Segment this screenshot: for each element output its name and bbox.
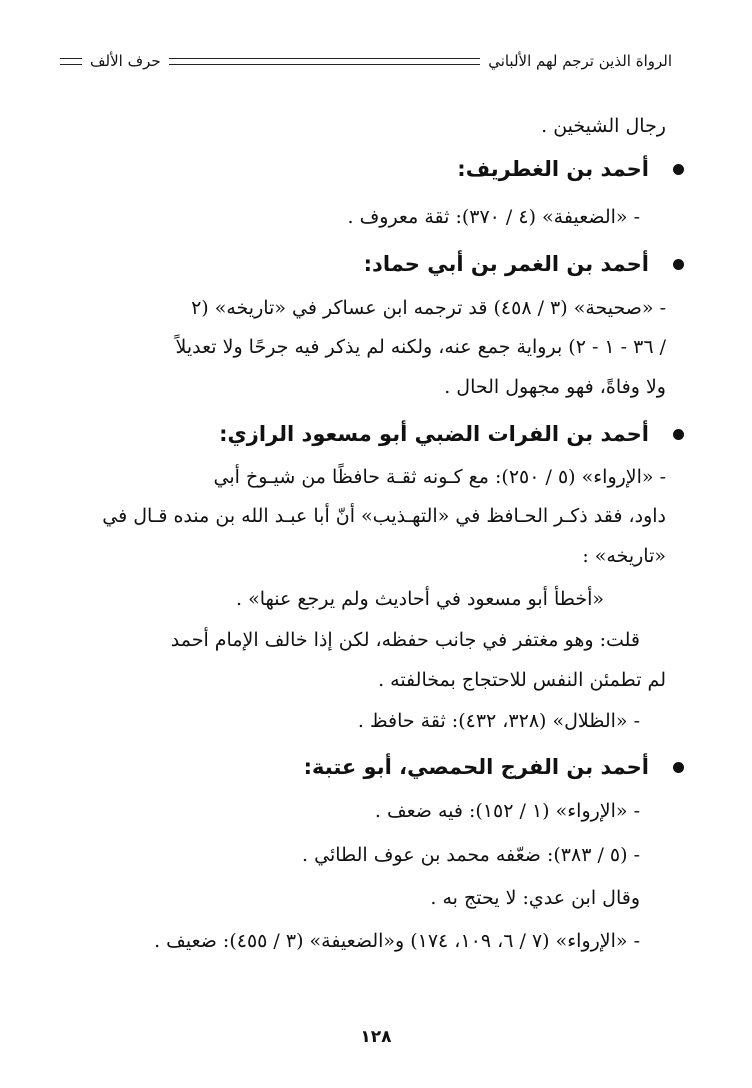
text-line: - «صحيحة» (٣ / ٤٥٨) قد ترجمه ابن عساكر في «تاريخه» (٢ — [191, 297, 666, 319]
entry-heading — [457, 157, 668, 181]
running-header — [60, 48, 672, 74]
text-line: - «الضعيفة» (٤ / ٣٧٠): ثقة معروف . — [347, 206, 640, 228]
text-line: / ٣٦ - ١ - ٢) برواية جمع عنه، ولكنه لم يذكر فيه جرحًا ولا تعديلاً — [175, 336, 666, 358]
entry-heading — [219, 422, 668, 446]
entry-heading-text: أحمد بن الغطريف: — [457, 157, 649, 181]
header-rule-end — [60, 58, 82, 65]
bullet-icon — [673, 259, 684, 270]
text-line: «أخطأ أبو مسعود في أحاديث ولم يرجع عنها» . — [236, 588, 604, 610]
bullet-icon — [673, 429, 684, 440]
text-line: قلت: وهو مغتفر في جانب حفظه، لكن إذا خالف الإمام أحمد — [170, 629, 640, 651]
text-line: «تاريخه» : — [582, 545, 666, 567]
text-line: لم تطمئن النفس للاحتجاج بمخالفته . — [378, 669, 666, 691]
text-line: - (٥ / ٣٨٣): ضعّفه محمد بن عوف الطائي . — [302, 844, 640, 866]
entry-heading — [304, 755, 668, 779]
text-line: - «الظلال» (٣٢٨، ٤٣٢): ثقة حافظ . — [357, 710, 640, 732]
bullet-icon — [673, 762, 684, 773]
entry-heading — [364, 252, 668, 276]
bullet-icon — [673, 164, 684, 175]
text-line: داود، فقد ذكـر الحـافظ في «التهـذيب» أنّ أبا عبـد الله بن منده قـال في — [102, 505, 666, 527]
text-line: وقال ابن عدي: لا يحتج به . — [430, 887, 640, 909]
header-left-title: حرف الألف — [90, 52, 161, 70]
text-line: رجال الشيخين . — [541, 115, 666, 137]
text-line: ولا وفاةً، فهو مجهول الحال . — [444, 376, 666, 398]
entry-heading-text: أحمد بن الغمر بن أبي حماد: — [363, 252, 649, 276]
text-line: - «الإرواء» (١ / ١٥٢): فيه ضعف . — [374, 800, 640, 822]
header-rule — [169, 58, 481, 65]
text-line: - «الإرواء» (٥ / ٢٥٠): مع كـونه ثقـة حافظًا من شيـوخ أبي — [213, 466, 666, 488]
header-right-title: الرواة الذين ترجم لهم الألباني — [488, 52, 672, 70]
entry-heading-text: أحمد بن الفرات الضبي أبو مسعود الرازي: — [219, 422, 649, 446]
entry-heading-text: أحمد بن الفرج الحمصي، أبو عتبة: — [303, 755, 649, 779]
text-line: - «الإرواء» (٧ / ٦، ١٠٩، ١٧٤) و«الضعيفة» (٣ / ٤٥٥): ضعيف . — [154, 930, 640, 952]
page-number: ١٢٨ — [360, 1027, 392, 1047]
